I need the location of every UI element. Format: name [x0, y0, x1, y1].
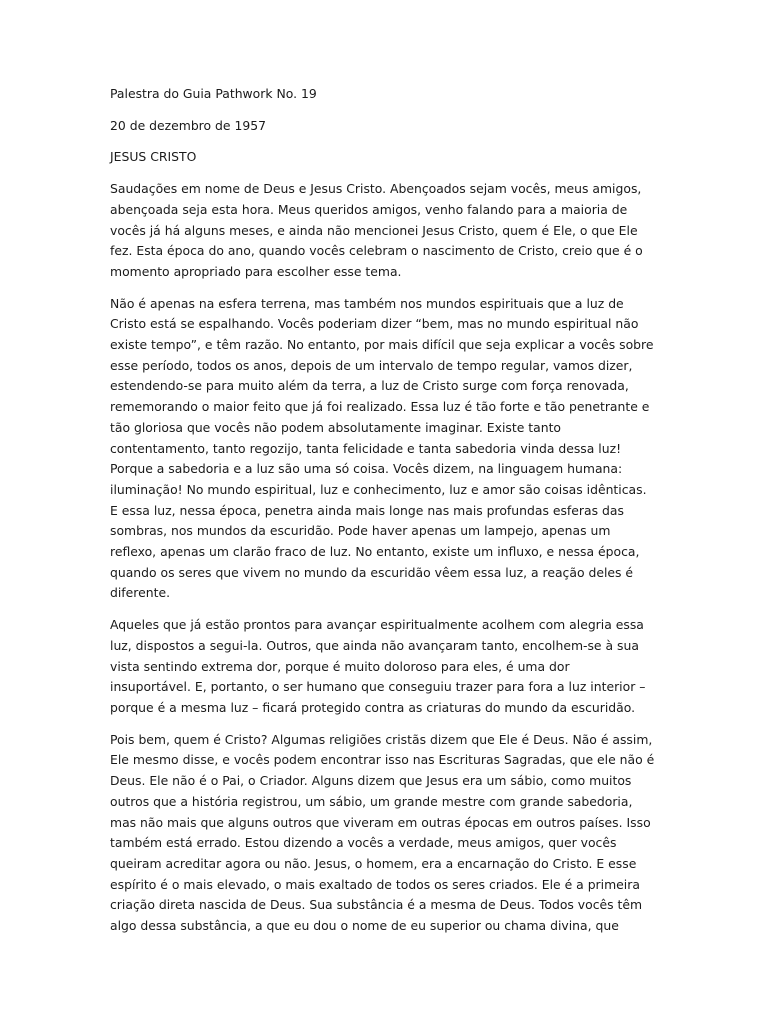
text-line: criação direta nascida de Deus. Sua substância é a mesma de Deus. Todos vocês têm: [110, 897, 643, 913]
document-title: JESUS CRISTO: [110, 149, 197, 165]
text-line: vista sentindo extrema dor, porque é muito doloroso para eles, é uma dor: [110, 658, 570, 674]
text-line: iluminação! No mundo espiritual, luz e conhecimento, luz e amor são coisas idênticas.: [110, 481, 647, 497]
text-line: estendendo-se para muito além da terra, a luz de Cristo surge com força renovada,: [110, 378, 629, 394]
text-line: algo dessa substância, a que eu dou o nome de eu superior ou chama divina, que: [110, 918, 619, 934]
text-line: existe tempo”, e têm razão. No entanto, por mais difícil que seja explicar a vocês sobre: [110, 337, 654, 353]
text-line: diferente.: [110, 585, 171, 601]
text-line: rememorando o maior feito que já foi realizado. Essa luz é tão forte e tão penetrante e: [110, 399, 650, 415]
text-line: momento apropriado para escolher esse tema.: [110, 263, 402, 279]
text-line: fez. Esta época do ano, quando vocês celebram o nascimento de Cristo, creio que é o: [110, 243, 643, 259]
document-page: [110, 84, 658, 948]
text-line: espírito é o mais elevado, o mais exaltado de todos os seres criados. Ele é a primeira: [110, 876, 640, 892]
paragraph-1: [110, 179, 658, 283]
document-date: 20 de dezembro de 1957: [110, 117, 266, 133]
text-line: Cristo está se espalhando. Vocês poderiam dizer “bem, mas no mundo espiritual não: [110, 316, 639, 332]
text-line: Deus. Ele não é o Pai, o Criador. Alguns dizem que Jesus era um sábio, como muitos: [110, 773, 632, 789]
text-line: Porque a sabedoria e a luz são uma só coisa. Vocês dizem, na linguagem humana:: [110, 461, 623, 477]
text-line: outros que a história registrou, um sábio, um grande mestre com grande sabedoria,: [110, 793, 633, 809]
paragraph-4: [110, 730, 658, 937]
text-line: Não é apenas na esfera terrena, mas também nos mundos espirituais que a luz de: [110, 295, 624, 311]
text-line: também está errado. Estou dizendo a vocês a verdade, meus amigos, quer vocês: [110, 835, 617, 851]
text-line: reflexo, apenas um clarão fraco de luz. No entanto, existe um influxo, e nessa época,: [110, 544, 640, 560]
text-line: Ele mesmo disse, e vocês podem encontrar isso nas Escrituras Sagradas, que ele não é: [110, 752, 655, 768]
text-line: esse período, todos os anos, depois de um intervalo de tempo regular, vamos dizer,: [110, 357, 633, 373]
text-line: Pois bem, quem é Cristo? Algumas religiões cristãs dizem que Ele é Deus. Não é assim,: [110, 731, 653, 747]
text-line: contentamento, tanto regozijo, tanta felicidade e tanta sabedoria vinda dessa luz!: [110, 440, 622, 456]
text-line: insuportável. E, portanto, o ser humano que conseguiu trazer para fora a luz interior –: [110, 679, 646, 695]
document-header-line: Palestra do Guia Pathwork No. 19: [110, 86, 317, 101]
text-line: porque é a mesma luz – ficará protegido contra as criaturas do mundo da escuridão.: [110, 699, 636, 715]
paragraph-2: [110, 294, 658, 605]
text-line: tão gloriosa que vocês não podem absolutamente imaginar. Existe tanto: [110, 419, 562, 435]
paragraph-3: [110, 615, 658, 719]
text-line: E essa luz, nessa época, penetra ainda mais longe nas mais profundas esferas das: [110, 502, 624, 518]
text-line: abençoada seja esta hora. Meus queridos amigos, venho falando para a maioria de: [110, 201, 628, 217]
text-line: queiram acreditar agora ou não. Jesus, o homem, era a encarnação do Cristo. E esse: [110, 855, 637, 871]
text-line: Aqueles que já estão prontos para avançar espiritualmente acolhem com alegria essa: [110, 617, 644, 633]
text-line: mas não mais que alguns outros que viveram em outras épocas em outros países. Isso: [110, 814, 651, 830]
text-line: vocês já há alguns meses, e ainda não mencionei Jesus Cristo, quem é Ele, o que Ele: [110, 222, 638, 238]
text-line: Saudações em nome de Deus e Jesus Cristo. Abençoados sejam vocês, meus amigos,: [110, 181, 642, 197]
text-line: luz, dispostos a segui-la. Outros, que ainda não avançaram tanto, encolhem-se à sua: [110, 637, 639, 653]
text-line: quando os seres que vivem no mundo da escuridão vêem essa luz, a reação deles é: [110, 564, 634, 580]
text-line: sombras, nos mundos da escuridão. Pode haver apenas um lampejo, apenas um: [110, 523, 611, 539]
